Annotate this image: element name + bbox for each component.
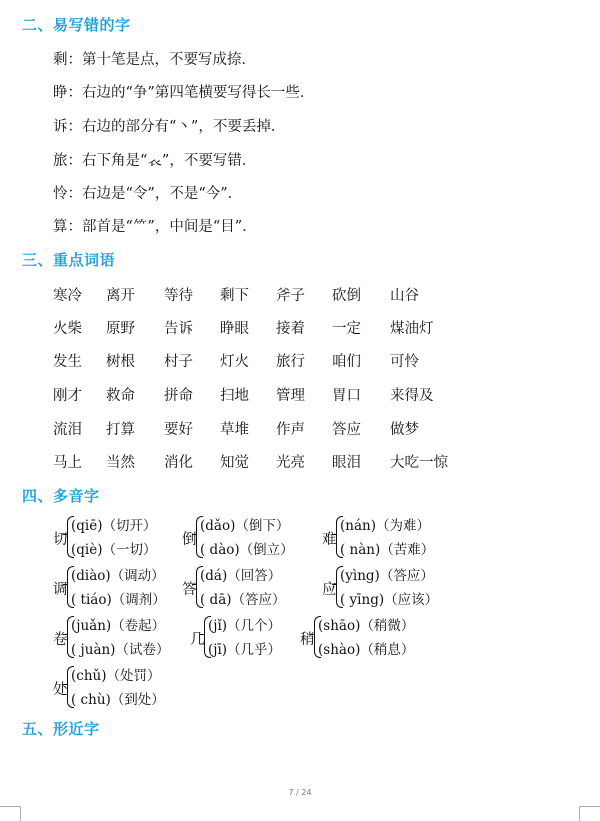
vocab-word: 斧子 [276, 288, 305, 304]
vocab-word: 拼命 [164, 388, 193, 404]
reading-2: ( dā)（答应） [200, 592, 286, 608]
vocab-word: 砍倒 [332, 288, 361, 304]
vocab-word: 消化 [164, 455, 193, 471]
vocab-word: 煤油灯 [390, 321, 434, 337]
reading-2: ( dào)（倒立） [200, 542, 294, 558]
polyphone-char: 几 [190, 632, 205, 648]
reading-1: (diào)（调动） [71, 568, 165, 584]
reading-2: ( yīng)（应该） [340, 592, 439, 608]
vocab-word: 咱们 [332, 354, 361, 370]
polyphone-char: 处 [53, 682, 68, 698]
vocab-word: 剩下 [220, 288, 249, 304]
polyphone-char: 应 [322, 582, 337, 598]
vocab-word: 等待 [164, 288, 193, 304]
page-number: 7 / 24 [288, 788, 312, 797]
polyphone-char: 调 [53, 582, 68, 598]
section-heading-3: 三、重点词语 [22, 251, 116, 269]
vocab-word: 救命 [106, 388, 135, 404]
reading-1: (yìng)（答应） [340, 568, 434, 584]
section-heading-2: 二、易写错的字 [22, 16, 131, 34]
reading-2: ( tiáo)（调剂） [71, 592, 166, 608]
vocab-word: 树根 [106, 354, 135, 370]
vocab-word: 原野 [106, 321, 135, 337]
reading-1: (juǎn)（卷起） [71, 618, 166, 634]
vocab-word: 火柴 [53, 321, 82, 337]
vocab-word: 告诉 [164, 321, 193, 337]
vocab-word: 睁眼 [220, 321, 249, 337]
reading-1: (dǎo)（倒下） [200, 518, 290, 534]
vocab-word: 扫地 [220, 388, 249, 404]
vocab-word: 可怜 [390, 354, 419, 370]
vocab-word: 发生 [53, 354, 82, 370]
reading-1: (chǔ)（处罚） [71, 668, 161, 684]
vocab-word: 草堆 [220, 422, 249, 438]
polyphone-char: 切 [53, 532, 68, 548]
vocab-word: 胃口 [332, 388, 361, 404]
reading-1: (dá)（回答） [200, 568, 282, 584]
vocab-word: 当然 [106, 455, 135, 471]
vocab-word: 接着 [276, 321, 305, 337]
reading-1: (qiē)（切开） [71, 518, 157, 534]
vocab-word: 管理 [276, 388, 305, 404]
vocab-word: 一定 [332, 321, 361, 337]
text-line: 剩：第十笔是点，不要写成捺． [53, 52, 256, 68]
polyphone-char: 稍 [300, 632, 315, 648]
vocab-word: 马上 [53, 455, 82, 471]
vocab-word: 答应 [332, 422, 361, 438]
polyphone-char: 答 [182, 582, 197, 598]
vocab-word: 要好 [164, 422, 193, 438]
text-line: 睁：右边的“争”第四笔横要写得长一些． [53, 85, 315, 101]
vocab-word: 打算 [106, 422, 135, 438]
reading-1: (jǐ)（几个） [208, 618, 282, 634]
section-heading-5: 五、形近字 [22, 720, 100, 738]
text-line: 旅：右下角是“𧘇”，不要写错． [53, 153, 257, 169]
reading-2: (jī)（几乎） [208, 642, 282, 658]
vocab-word: 眼泪 [332, 455, 361, 471]
vocab-word: 作声 [276, 422, 305, 438]
vocab-word: 离开 [106, 288, 135, 304]
text-line: 算：部首是“⺮”，中间是“目”． [53, 219, 257, 235]
vocab-word: 村子 [164, 354, 193, 370]
polyphone-char: 倒 [182, 532, 197, 548]
reading-1: (shāo)（稍微） [318, 618, 415, 634]
reading-2: (qiè)（一切） [71, 542, 157, 558]
reading-2: ( chù)（到处） [71, 692, 165, 708]
vocab-word: 做梦 [390, 422, 419, 438]
vocab-word: 灯火 [220, 354, 249, 370]
text-line: 诉：右边的部分有“丶”，不要丢掉． [53, 119, 286, 135]
vocab-word: 光亮 [276, 455, 305, 471]
vocab-word: 知觉 [220, 455, 249, 471]
vocab-word: 流泪 [53, 422, 82, 438]
vocab-word: 寒冷 [53, 288, 82, 304]
vocab-word: 刚才 [53, 388, 82, 404]
text-line: 怜：右边是“令”，不是“今”． [53, 186, 243, 202]
section-heading-4: 四、多音字 [22, 487, 100, 505]
vocab-word: 大吃一惊 [390, 455, 448, 471]
vocab-word: 山谷 [390, 288, 419, 304]
reading-2: ( nàn)（苦难） [340, 542, 435, 558]
polyphone-char: 卷 [53, 632, 68, 648]
vocab-word: 来得及 [390, 388, 434, 404]
polyphone-char: 难 [322, 532, 337, 548]
reading-2: ( juàn)（试卷） [71, 642, 170, 658]
reading-1: (nán)（为难） [340, 518, 430, 534]
reading-2: (shào)（稍息） [318, 642, 415, 658]
vocab-word: 旅行 [276, 354, 305, 370]
